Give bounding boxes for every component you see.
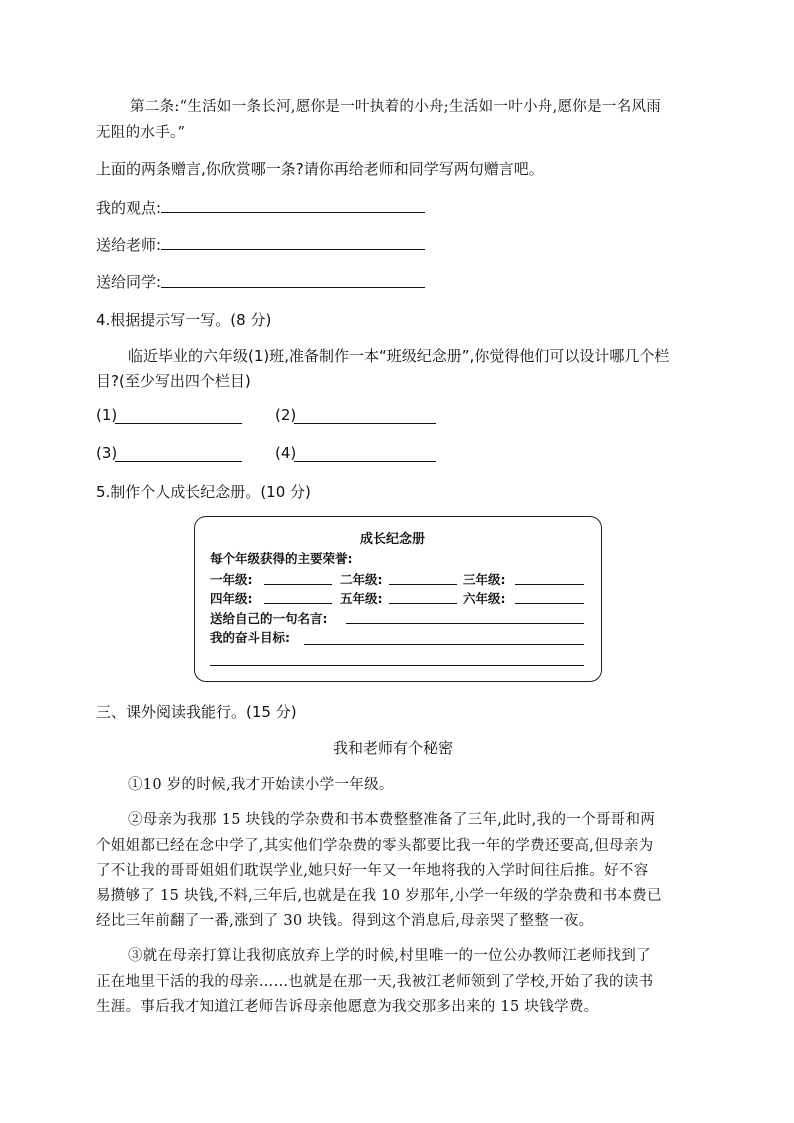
grade1-line[interactable] <box>264 584 332 585</box>
article-p2-line-2: 个姐姐都已经在念中学了,其实他们学杂费的零头都要比我一年的学费还要高,但母亲为 <box>96 838 654 854</box>
article-p2-line-1: ②母亲为我那 15 块钱的学杂费和书本费整整准备了三年,此时,我的一个哥哥和两 <box>128 812 656 828</box>
article-title: 我和老师有个秘密 <box>333 739 454 757</box>
album-title: 成长纪念册 <box>360 532 426 547</box>
motto-line[interactable] <box>346 623 584 624</box>
article-p3-line-2: 正在地里干活的我的母亲……也就是在那一天,我被江老师领到了学校,开始了我的读书 <box>96 974 654 990</box>
grade2-line[interactable] <box>389 584 457 585</box>
grade3-line[interactable] <box>515 584 584 585</box>
q4-item-2-label: (2) <box>275 406 297 424</box>
teacher-row <box>96 234 161 255</box>
goal-label: 我的奋斗目标: <box>210 630 290 645</box>
q4-desc-line-1: 临近毕业的六年级(1)班,准备制作一本“班级纪念册”,你觉得他们可以设计哪几个栏 <box>128 347 670 365</box>
grade1-label: 一年级: <box>210 572 253 587</box>
motto-label: 送给自己的一句名言: <box>210 611 328 626</box>
classmate-label: 送给同学: <box>96 273 162 291</box>
q4-item-4-label: (4) <box>275 444 297 462</box>
opinion-answer-line[interactable] <box>161 212 425 213</box>
q4-item-4-line[interactable] <box>294 461 436 462</box>
article-paragraph-1: ①10 岁的时候,我才开始读小学一年级。 <box>128 777 394 793</box>
q5-title: 5.制作个人成长纪念册。(10 分) <box>96 483 311 501</box>
teacher-label: 送给老师: <box>96 236 162 254</box>
quote-line-1: 第二条:“生活如一条长河,愿你是一叶执着的小舟;生活如一叶小舟,愿你是一名风雨 <box>130 99 662 115</box>
grade6-line[interactable] <box>515 603 584 604</box>
article-p3-line-3: 生涯。事后我才知道江老师告诉母亲他愿意为我交那多出来的 15 块钱学费。 <box>96 999 599 1015</box>
section3-title: 三、课外阅读我能行。(15 分) <box>96 703 297 721</box>
q4-desc-line-2: 目?(至少写出四个栏目) <box>96 372 251 390</box>
opinion-label: 我的观点: <box>96 199 162 217</box>
q4-item-1-label: (1) <box>96 406 118 424</box>
grade3-label: 三年级: <box>463 572 506 587</box>
goal-line[interactable] <box>304 644 584 645</box>
article-p2-line-3: 了不让我的哥哥姐姐们耽误学业,她只好一年又一年地将我的入学时间往后推。好不容 <box>96 863 649 879</box>
classmate-answer-line[interactable] <box>161 287 425 288</box>
grade4-label: 四年级: <box>210 591 253 606</box>
opinion-row <box>96 197 161 218</box>
teacher-answer-line[interactable] <box>161 249 425 250</box>
q4-item-2-line[interactable] <box>294 423 436 424</box>
article-p2-line-5: 经比三年前翻了一番,涨到了 30 块钱。得到这个消息后,母亲哭了整整一夜。 <box>96 913 594 929</box>
article-p3-line-1: ③就在母亲打算让我彻底放弃上学的时候,村里唯一的一位公办教师江老师找到了 <box>128 948 651 964</box>
album-subtitle: 每个年级获得的主要荣誉: <box>210 551 353 566</box>
grade5-line[interactable] <box>389 603 457 604</box>
article-p2-line-4: 易攒够了 15 块钱,不料,三年后,也就是在我 10 岁那年,小学一年级的学杂费和书本费已 <box>96 888 662 904</box>
grade2-label: 二年级: <box>340 572 383 587</box>
grade5-label: 五年级: <box>340 591 383 606</box>
grade4-line[interactable] <box>264 603 332 604</box>
goal-line-2[interactable] <box>210 665 584 666</box>
q4-item-1-line[interactable] <box>115 423 242 424</box>
q3-prompt: 上面的两条赠言,你欣赏哪一条?请你再给老师和同学写两句赠言吧。 <box>96 160 544 178</box>
q4-title: 4.根据提示写一写。(8 分) <box>96 311 272 329</box>
q4-item-3-label: (3) <box>96 444 118 462</box>
classmate-row <box>96 271 161 292</box>
quote-line-2: 无阻的水手。” <box>96 125 186 141</box>
grade6-label: 六年级: <box>463 591 506 606</box>
q4-item-3-line[interactable] <box>115 461 242 462</box>
